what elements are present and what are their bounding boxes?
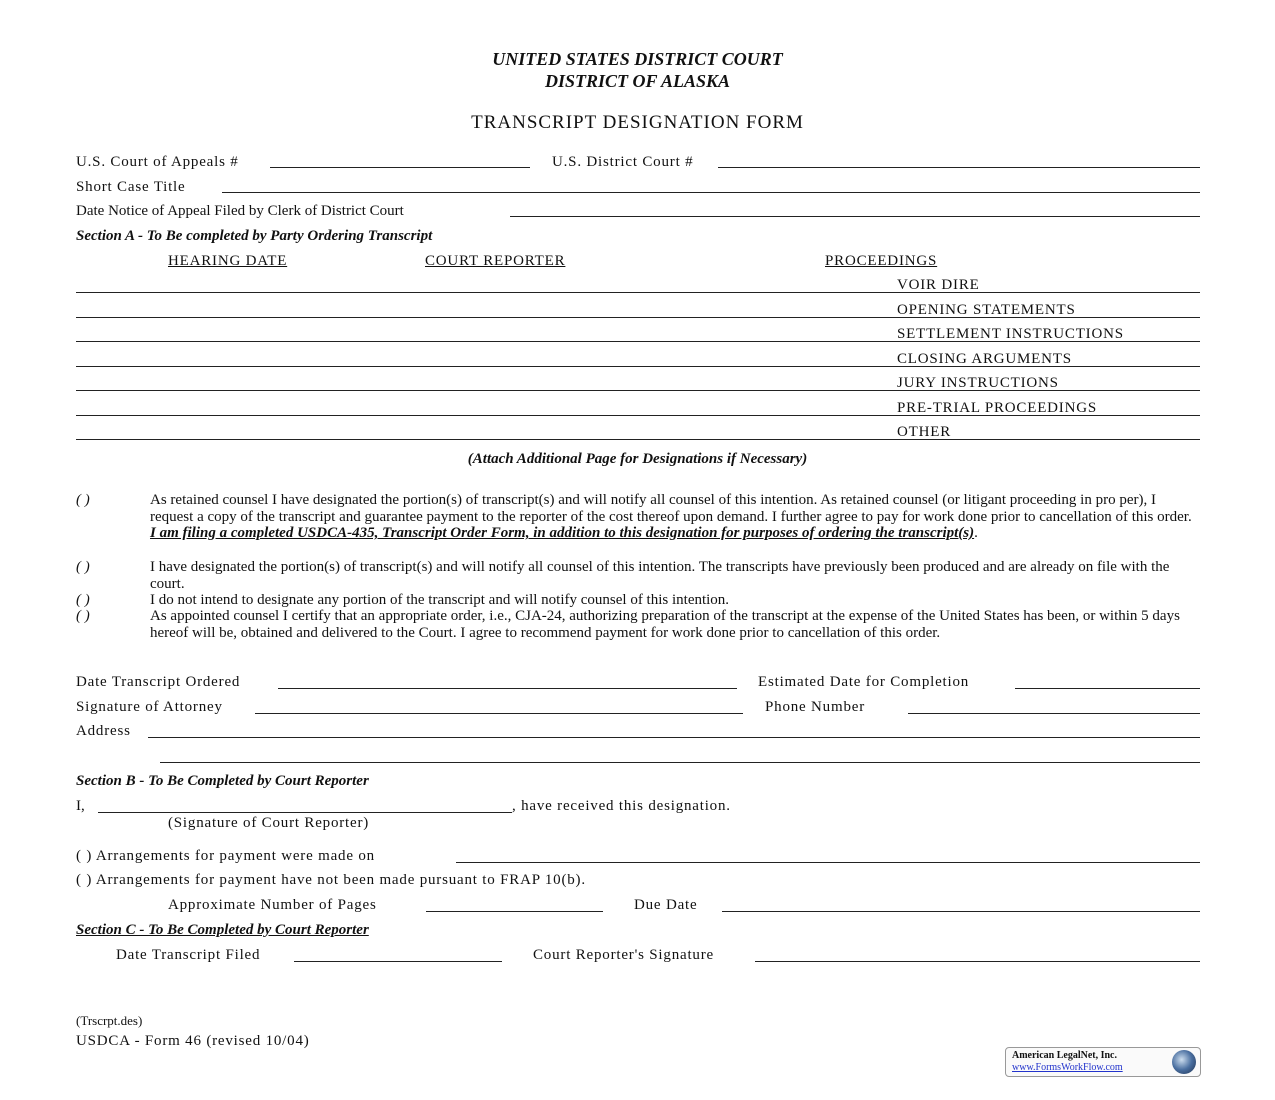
option-2-text: I have designated the portion(s) of transcript(s) and will notify all counsel of this intention. The transcripts have previously been produced and are already on file with the court. [150, 559, 1170, 592]
address-label: Address [76, 723, 131, 739]
district-court-label: U.S. District Court # [552, 154, 694, 170]
option-3-checkbox[interactable]: ( ) [76, 592, 90, 608]
i-label: I, [76, 798, 85, 814]
date-notice-label: Date Notice of Appeal Filed by Clerk of District Court [76, 203, 404, 219]
date-filed-field[interactable] [294, 961, 502, 962]
reporter-sig-field[interactable] [755, 961, 1200, 962]
column-proceedings: PROCEEDINGS [825, 253, 938, 269]
designation-row-line[interactable] [76, 439, 1200, 440]
section-c-title: Section C - To Be Completed by Court Reporter [76, 922, 369, 938]
option-3-text: I do not intend to designate any portion of the transcript and will notify counsel of this intention. [150, 592, 730, 608]
proceeding-4: CLOSING ARGUMENTS [897, 350, 1072, 367]
option-4-text: As appointed counsel I certify that an appropriate order, i.e., CJA-24, authorizing preparation of the transcript at the expense of the United States has been, or within 5 days hereof will be, obtained and delivered to the Court. I agree to recommend payment for work done prior to cancellation of this order. [150, 608, 1180, 641]
reporter-sig-label: Court Reporter's Signature [533, 947, 714, 963]
proceeding-2: OPENING STATEMENTS [897, 301, 1076, 318]
logo-url[interactable]: www.FormsWorkFlow.com [1012, 1062, 1123, 1073]
phone-label: Phone Number [765, 699, 866, 715]
section-b-title: Section B - To Be Completed by Court Reporter [76, 773, 369, 789]
date-ordered-label: Date Transcript Ordered [76, 674, 241, 690]
file-name: (Trscrpt.des) [76, 1013, 143, 1028]
signature-caption: (Signature of Court Reporter) [168, 815, 370, 831]
option-2-checkbox[interactable]: ( ) [76, 559, 90, 575]
address-field-2[interactable] [160, 762, 1200, 763]
due-date-label: Due Date [634, 897, 698, 913]
signature-label: Signature of Attorney [76, 699, 223, 715]
est-completion-label: Estimated Date for Completion [758, 674, 970, 690]
american-legalnet-logo[interactable] [1005, 1047, 1201, 1077]
section-a-title: Section A - To Be completed by Party Ordering Transcript [76, 228, 433, 244]
reporter-signature-field[interactable] [98, 812, 512, 813]
proceeding-3: SETTLEMENT INSTRUCTIONS [897, 326, 1124, 342]
court-name: UNITED STATES DISTRICT COURT [492, 49, 783, 69]
due-date-field[interactable] [722, 911, 1200, 912]
district-court-field[interactable] [718, 167, 1200, 168]
form-number: USDCA - Form 46 (revised 10/04) [76, 1033, 310, 1049]
attach-note: (Attach Additional Page for Designations if Necessary) [467, 451, 808, 467]
pages-field[interactable] [426, 911, 603, 912]
date-ordered-field[interactable] [278, 688, 737, 689]
arrangements-made-checkbox[interactable]: ( ) Arrangements for payment were made on [76, 848, 375, 864]
signature-field[interactable] [255, 713, 743, 714]
form-title: TRANSCRIPT DESIGNATION FORM [471, 112, 804, 133]
est-completion-field[interactable] [1015, 688, 1200, 689]
column-hearing-date: HEARING DATE [168, 253, 288, 269]
district-name: DISTRICT OF ALASKA [544, 71, 731, 91]
court-of-appeals-label: U.S. Court of Appeals # [76, 154, 239, 170]
column-court-reporter: COURT REPORTER [425, 253, 566, 269]
received-text: , have received this designation. [512, 798, 731, 814]
arrangements-not-made-checkbox[interactable]: ( ) Arrangements for payment have not been made pursuant to FRAP 10(b). [76, 872, 586, 888]
arrangements-date-field[interactable] [456, 862, 1200, 863]
short-case-title-label: Short Case Title [76, 179, 186, 195]
date-filed-label: Date Transcript Filed [116, 947, 261, 963]
court-of-appeals-field[interactable] [270, 167, 530, 168]
logo-name: American LegalNet, Inc. [1012, 1050, 1117, 1061]
phone-field[interactable] [908, 713, 1200, 714]
pages-label: Approximate Number of Pages [168, 897, 377, 913]
option-4-checkbox[interactable]: ( ) [76, 608, 90, 624]
proceeding-7: OTHER [897, 424, 951, 440]
proceeding-1: VOIR DIRE [897, 277, 980, 293]
globe-icon [1172, 1050, 1196, 1074]
designation-row-line[interactable] [76, 292, 1200, 293]
option-1-checkbox[interactable]: ( ) [76, 492, 90, 508]
date-notice-field[interactable] [510, 216, 1200, 217]
address-field-1[interactable] [148, 737, 1200, 738]
proceeding-6: PRE-TRIAL PROCEEDINGS [897, 399, 1098, 416]
short-case-title-field[interactable] [222, 192, 1200, 193]
proceeding-5: JURY INSTRUCTIONS [897, 375, 1059, 391]
option-1-text: As retained counsel I have designated the portion(s) of transcript(s) and will notify all counsel of this intention. As retained counsel (or litigant proceeding in pro per), I request a copy of the transcript and guarantee payment to the reporter of the cost thereof upon demand. I further agree to pay for work done prior to cancellation of this order. I am filing a completed USDCA-435, Transcript Order Form, in addition to this designation for purposes of ordering the transcript(s). [150, 492, 1192, 541]
